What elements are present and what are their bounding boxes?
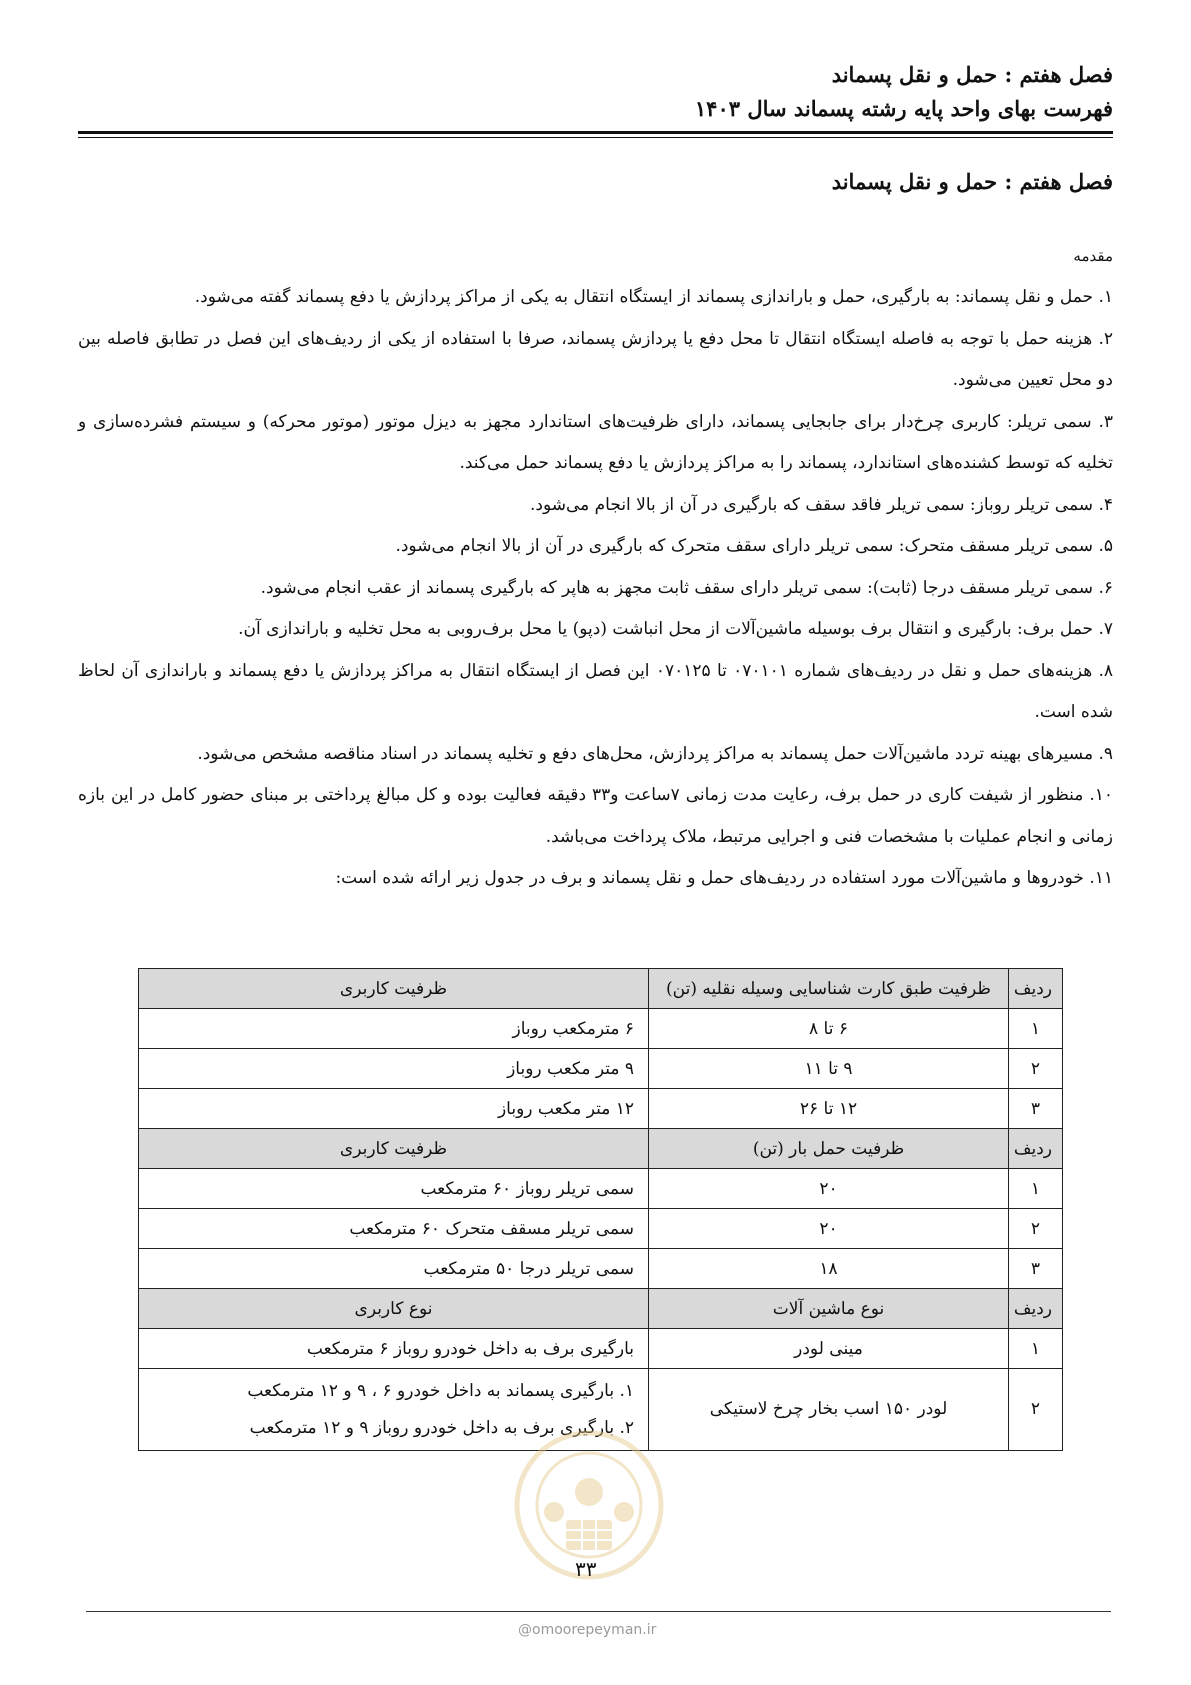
capacity-cell: ۱۸ [649, 1249, 1009, 1289]
row-number-cell: ۱ [1009, 1329, 1063, 1369]
usage-cell: ۱۲ متر مکعب روباز [139, 1089, 649, 1129]
header-cell: ظرفیت حمل بار (تن) [649, 1129, 1009, 1169]
usage-cell: سمی تریلر مسقف متحرک ۶۰ مترمکعب [139, 1209, 649, 1249]
header-cell: ظرفیت کاربری [139, 969, 649, 1009]
header-cell: ردیف [1009, 969, 1063, 1009]
header-rule-thick [78, 131, 1113, 134]
paragraph-4: ۴. سمی تریلر روباز: سمی تریلر فاقد سقف که بارگیری در آن از بالا انجام می‌شود. [529, 494, 1113, 515]
paragraph-11: ۱۱. خودروها و ماشین‌آلات مورد استفاده در ردیف‌های حمل و نقل پسماند و برف در جدول زیر ارائه شده است: [335, 868, 1113, 888]
chapter-title: فصل هفتم : حمل و نقل پسماند [831, 169, 1113, 194]
body-text [78, 277, 1113, 900]
paragraph-6: ۶. سمی تریلر مسقف درجا (ثابت): سمی تریلر دارای سقف ثابت مجهز به هاپر که بارگیری پسماند از عقب انجام می‌شود. [260, 577, 1113, 598]
machine-type-cell: مینی لودر [649, 1329, 1009, 1369]
paragraph-2: ۲. هزینه حمل با توجه به فاصله ایستگاه انتقال تا محل دفع یا پردازش پسماند، صرفا با استفاده از یکی از ردیف‌های این فصل در تطابق فاصله بین دو محل تعیین می‌شود. [78, 328, 1113, 390]
table-row [139, 1089, 1063, 1129]
row-number-cell: ۲ [1009, 1049, 1063, 1089]
row-number-cell: ۲ [1009, 1369, 1063, 1451]
usage-cell: سمی تریلر روباز ۶۰ مترمکعب [139, 1169, 649, 1209]
vehicles-table [138, 968, 1063, 1451]
table-row [139, 1209, 1063, 1249]
table-row [139, 1049, 1063, 1089]
footer-rule [86, 1611, 1111, 1612]
header-cell: نوع ماشین آلات [649, 1289, 1009, 1329]
table-header-row [139, 1289, 1063, 1329]
paragraph-3: ۳. سمی تریلر: کاربری چرخ‌دار برای جابجایی پسماند، دارای ظرفیت‌های استاندارد مجهز به دیزل موتور (موتور محرکه) و سیستم فشرده‌سازی و تخلیه که توسط کشنده‌های استاندارد، پسماند را به مراکز پردازش یا دفع پسماند حمل می‌کند. [78, 411, 1113, 473]
row-number-cell: ۱ [1009, 1169, 1063, 1209]
table-row [139, 1009, 1063, 1049]
row-number-cell: ۱ [1009, 1009, 1063, 1049]
header-cell: ردیف [1009, 1289, 1063, 1329]
header-cell: ظرفیت کاربری [139, 1129, 649, 1169]
paragraph-10: ۱۰. منظور از شیفت کاری در حمل برف، رعایت مدت زمانی ۷ساعت و۳۳ دقیقه فعالیت بوده و کل مبالغ پرداختی بر مبنای حضور کامل در این بازه زمانی و انجام عملیات با مشخصات فنی و اجرایی مرتبط، ملاک پرداخت می‌باشد. [78, 785, 1113, 847]
usage-cell: سمی تریلر درجا ۵۰ مترمکعب [139, 1249, 649, 1289]
row-number-cell: ۳ [1009, 1089, 1063, 1129]
machine-type-cell: لودر ۱۵۰ اسب بخار چرخ لاستیکی [649, 1369, 1009, 1451]
page-number: ۳۳ [575, 1557, 597, 1581]
header-cell: ظرفیت طبق کارت شناسایی وسیله نقلیه (تن) [649, 969, 1009, 1009]
paragraph-5: ۵. سمی تریلر مسقف متحرک: سمی تریلر دارای سقف متحرک که بارگیری در آن از بالا انجام می‌شود. [395, 536, 1113, 556]
paragraph-9: ۹. مسیرهای بهینه تردد ماشین‌آلات حمل پسماند به مراکز پردازش، محل‌های دفع و تخلیه پسماند در اسناد مناقصه مشخص می‌شود. [197, 743, 1113, 764]
paragraph-8: ۸. هزینه‌های حمل و نقل در ردیف‌های شماره ۰۷۰۱۰۱ تا ۰۷۰۱۲۵ این فصل از ایستگاه انتقال به مراکز پردازش یا دفع پسماند و باراندازی آن لحاظ شده است. [78, 660, 1114, 722]
row-number-cell: ۳ [1009, 1249, 1063, 1289]
capacity-cell: ۲۰ [649, 1209, 1009, 1249]
website-watermark: @omoorepeyman.ir [518, 1622, 657, 1638]
capacity-cell: ۲۰ [649, 1169, 1009, 1209]
table-header-row [139, 969, 1063, 1009]
table-row [139, 1169, 1063, 1209]
header-rule-thin [78, 137, 1113, 138]
row-number-cell: ۲ [1009, 1209, 1063, 1249]
usage-cell: ۹ متر مکعب روباز [139, 1049, 649, 1089]
usage-cell: بارگیری برف به داخل خودرو روباز ۶ مترمکعب [139, 1329, 649, 1369]
running-header-catalog: فهرست بهای واحد پایه رشته پسماند سال ۱۴۰۳ [694, 96, 1113, 121]
usage-line-2: ۲. بارگیری برف به داخل خودرو روباز ۹ و ۱۲ مترمکعب [249, 1417, 634, 1438]
running-header-chapter: فصل هفتم : حمل و نقل پسماند [831, 62, 1113, 87]
table-header-row [139, 1129, 1063, 1169]
paragraph-7: ۷. حمل برف: بارگیری و انتقال برف بوسیله ماشین‌آلات از محل انباشت (دپو) یا محل برف‌روبی به محل تخلیه و باراندازی آن. [238, 619, 1113, 639]
capacity-cell: ۹ تا ۱۱ [649, 1049, 1009, 1089]
intro-label: مقدمه [1073, 247, 1113, 265]
usage-line-1: ۱. بارگیری پسماند به داخل خودرو ۶ ، ۹ و ۱۲ مترمکعب [247, 1380, 634, 1401]
paragraph-1: ۱. حمل و نقل پسماند: به بارگیری، حمل و باراندازی پسماند از ایستگاه انتقال به یکی از مراکز پردازش یا دفع پسماند گفته می‌شود. [194, 287, 1113, 307]
usage-cell: ۶ مترمکعب روباز [139, 1009, 649, 1049]
header-cell: ردیف [1009, 1129, 1063, 1169]
header-cell: نوع کاربری [139, 1289, 649, 1329]
capacity-cell: ۱۲ تا ۲۶ [649, 1089, 1009, 1129]
table-row [139, 1329, 1063, 1369]
table-row [139, 1249, 1063, 1289]
capacity-cell: ۶ تا ۸ [649, 1009, 1009, 1049]
